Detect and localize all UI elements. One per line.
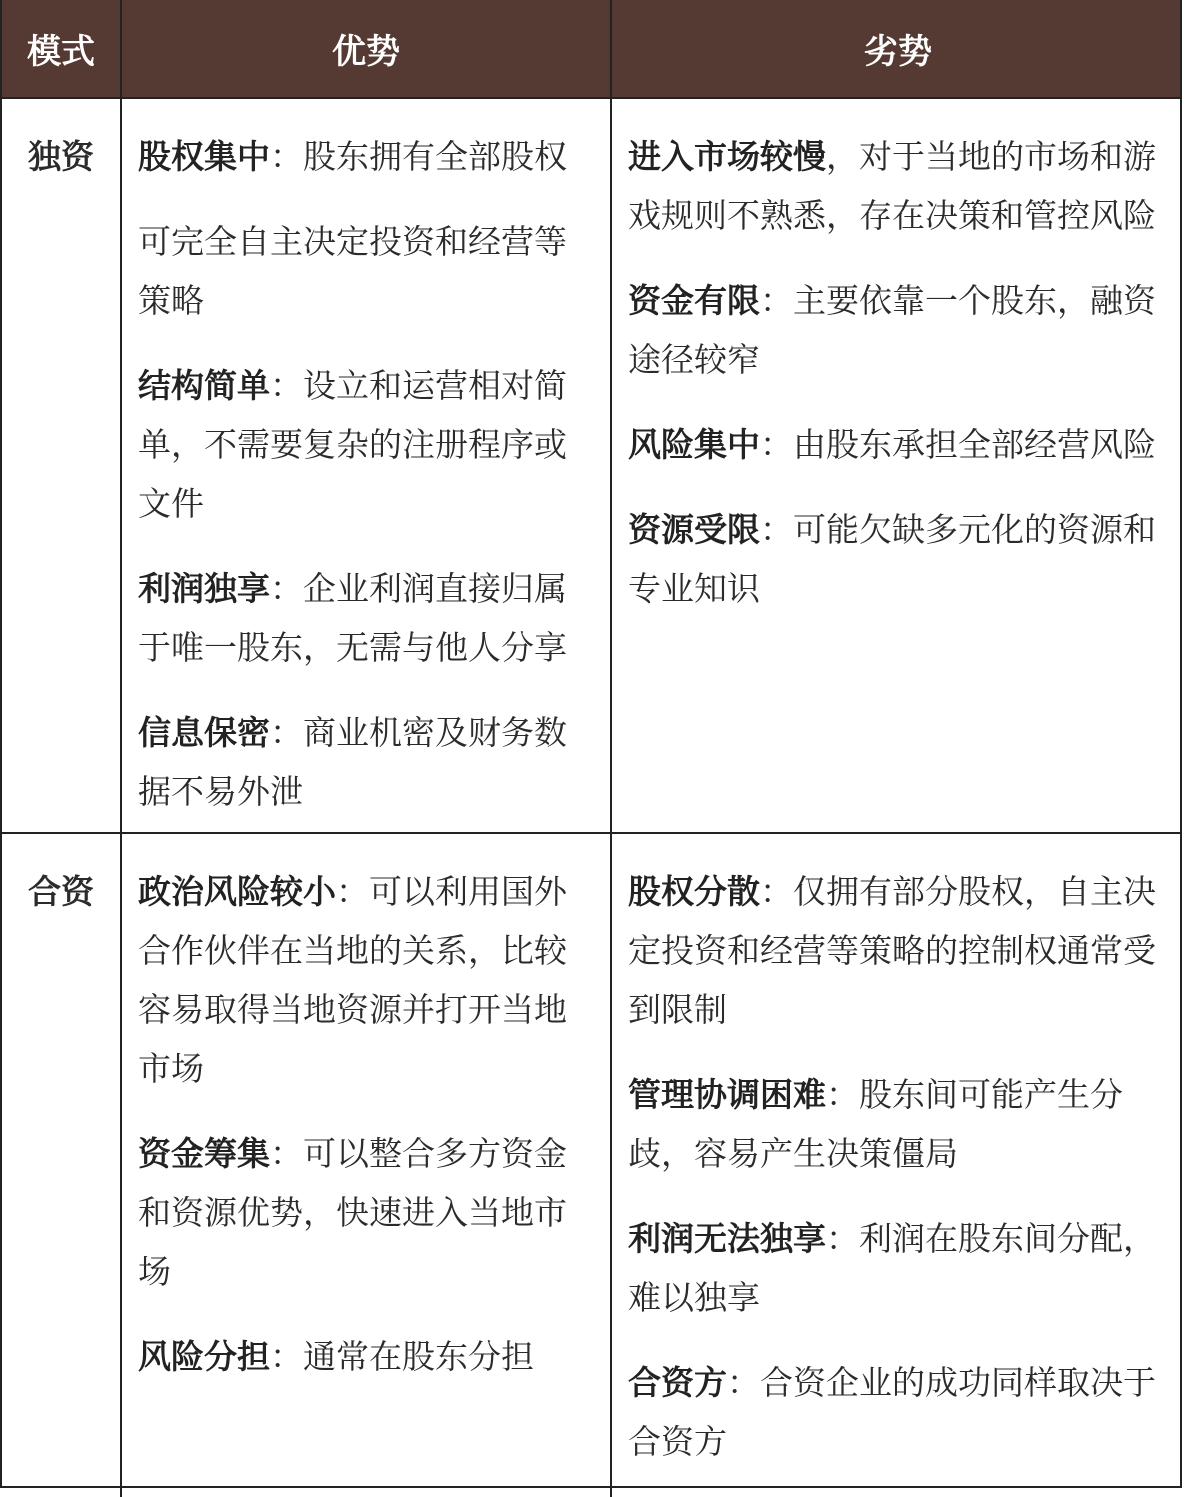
- table-row: [2, 97, 1180, 832]
- item-sep: ：: [270, 713, 303, 752]
- item-title: 资源受限: [628, 510, 760, 549]
- item-title: 利润独享: [138, 569, 270, 608]
- item-sep: ：: [727, 1363, 760, 1402]
- table-row: [2, 832, 1180, 1486]
- table-header-row: [2, 0, 1180, 97]
- item-sep: ：: [826, 1075, 859, 1114]
- list-item: [138, 1124, 596, 1301]
- list-item: [628, 862, 1180, 1039]
- mode-cell: 独资: [2, 99, 122, 847]
- header-mode: 模式: [2, 0, 122, 97]
- list-item: [628, 271, 1180, 389]
- list-item: [628, 415, 1180, 474]
- item-text: 通常在股东分担: [303, 1337, 534, 1376]
- item-sep: ：: [270, 1337, 303, 1376]
- item-text: 设立和运营相对简单，不需要复杂的注册程序或文件: [138, 366, 567, 523]
- item-title: 进入市场较慢: [628, 137, 826, 176]
- list-item: [628, 500, 1180, 618]
- list-item: [138, 356, 596, 533]
- item-title: 管理协调困难: [628, 1075, 826, 1114]
- item-sep: ：: [760, 281, 793, 320]
- item-text: 商业机密及财务数据不易外泄: [138, 713, 567, 811]
- item-title: 资金有限: [628, 281, 760, 320]
- item-sep: ：: [826, 1219, 859, 1258]
- item-text: 股东拥有全部股权: [303, 137, 567, 176]
- item-sep: ：: [270, 569, 303, 608]
- item-text: 可完全自主决定投资和经营等策略: [138, 222, 567, 320]
- list-item: [138, 212, 596, 330]
- item-title: 信息保密: [138, 713, 270, 752]
- disadvantages-cell: [612, 99, 1184, 847]
- item-text: 可能欠缺多元化的资源和专业知识: [628, 510, 1156, 608]
- item-title: 政治风险较小: [138, 872, 336, 911]
- item-text: 主要依靠一个股东，融资途径较窄: [628, 281, 1156, 379]
- item-text: 利润在股东间分配，难以独享: [628, 1219, 1156, 1317]
- item-title: 合资方: [628, 1363, 727, 1402]
- item-sep: ：: [270, 137, 303, 176]
- list-item: [138, 862, 596, 1098]
- item-text: 合资企业的成功同样取决于合资方: [628, 1363, 1156, 1461]
- item-title: 股权分散: [628, 872, 760, 911]
- item-text: 股东间可能产生分歧，容易产生决策僵局: [628, 1075, 1123, 1173]
- list-item: [628, 1065, 1180, 1183]
- list-item: [138, 559, 596, 677]
- list-item: [138, 703, 596, 821]
- item-sep: ：: [336, 872, 369, 911]
- item-sep: ：: [270, 366, 303, 405]
- advantages-cell: [122, 834, 612, 1497]
- item-sep: ：: [270, 1134, 303, 1173]
- disadvantages-cell: [612, 834, 1184, 1497]
- item-text: 可以利用国外合作伙伴在当地的关系，比较容易取得当地资源并打开当地市场: [138, 872, 567, 1088]
- list-item: [628, 1209, 1180, 1327]
- item-sep: ：: [760, 510, 793, 549]
- item-title: 结构简单: [138, 366, 270, 405]
- item-text: 可以整合多方资金和资源优势，快速进入当地市场: [138, 1134, 567, 1291]
- item-sep: ，: [826, 137, 859, 176]
- advantages-cell: [122, 99, 612, 847]
- item-text: 由股东承担全部经营风险: [793, 425, 1156, 464]
- item-title: 资金筹集: [138, 1134, 270, 1173]
- list-item: [138, 127, 596, 186]
- item-title: 利润无法独享: [628, 1219, 826, 1258]
- list-item: [138, 1327, 596, 1386]
- item-title: 风险集中: [628, 425, 760, 464]
- item-text: 对于当地的市场和游戏规则不熟悉，存在决策和管控风险: [628, 137, 1156, 235]
- item-title: 风险分担: [138, 1337, 270, 1376]
- item-sep: ：: [760, 872, 793, 911]
- item-sep: ：: [760, 425, 793, 464]
- item-text: 仅拥有部分股权，自主决定投资和经营等策略的控制权通常受到限制: [628, 872, 1156, 1029]
- header-disadvantages: 劣势: [864, 32, 932, 72]
- header-advantages: 优势: [122, 0, 612, 97]
- item-text: 企业利润直接归属于唯一股东，无需与他人分享: [138, 569, 567, 667]
- list-item: [628, 1353, 1180, 1471]
- item-title: 股权集中: [138, 137, 270, 176]
- mode-cell: 合资: [2, 834, 122, 1497]
- list-item: [628, 127, 1180, 245]
